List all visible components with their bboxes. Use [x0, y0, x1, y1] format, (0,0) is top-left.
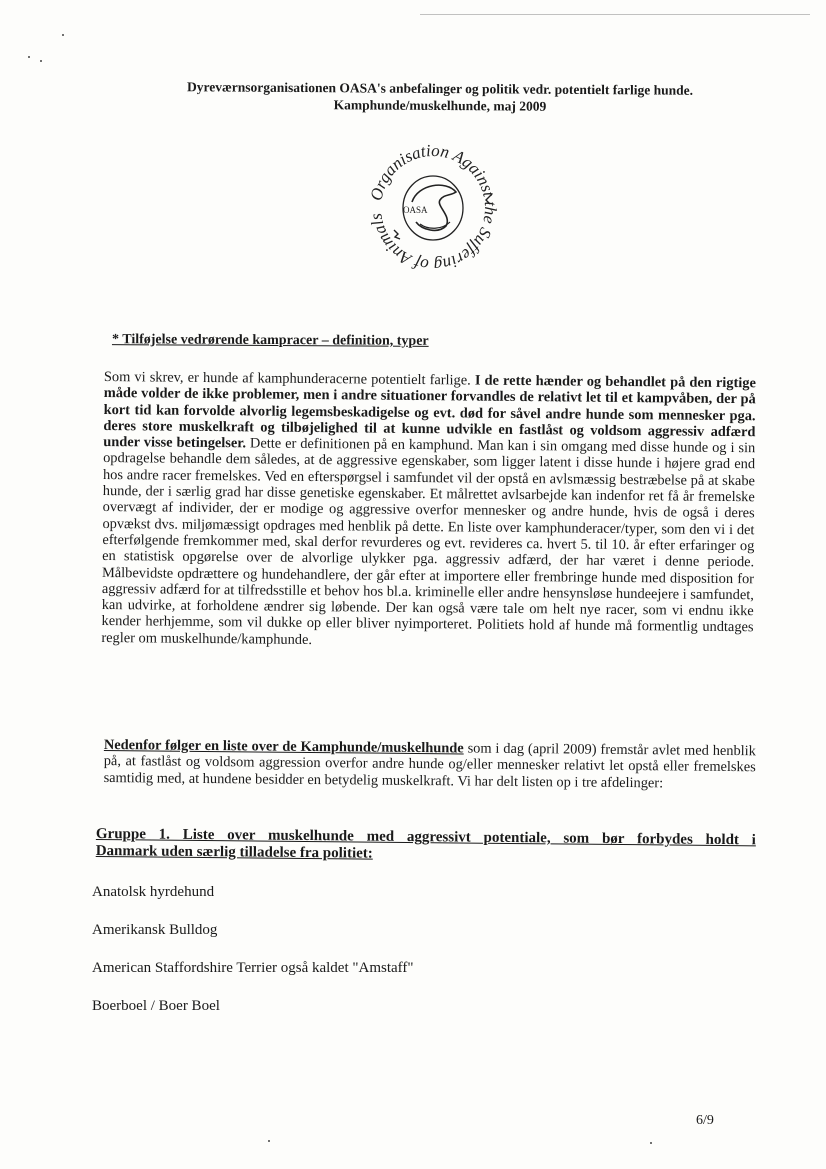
scan-dust — [62, 34, 64, 36]
scan-dust — [28, 56, 30, 58]
group-1-title — [96, 826, 756, 866]
breed-list-item: Boerboel / Boer Boel — [92, 998, 220, 1014]
breed-list-item: American Staffordshire Terrier også kaldet "Amstaff" — [92, 960, 414, 976]
scan-dust — [40, 60, 42, 62]
page-number: 6/9 — [696, 1113, 714, 1128]
oasa-logo — [354, 134, 512, 282]
scan-dust — [268, 1140, 270, 1142]
breed-list-item: Anatolsk hyrdehund — [92, 884, 215, 900]
scan-dust — [650, 1142, 652, 1144]
logo-ring-text: Organisation Against the Suffering of Animals — [366, 140, 501, 276]
breed-list-item: Amerikansk Bulldog — [92, 922, 218, 938]
logo-center-text: OASA — [403, 205, 428, 215]
section-title: * Tilføjelse vedrørende kampracer – definition, typer — [111, 332, 429, 349]
paragraph-lead-text: Nedenfor følger en liste over de Kamphunde/muskelhunde — [103, 737, 464, 757]
paragraph-text: som i dag (april 2009) fremstår avlet med henblik på, at fastlåst og voldsom aggression overfor andre hunde og/eller mennesker relativt let opstå eller fremelskes samtidig med, at hundene besidder en betydelig muskelkraft. Vi har delt listen op i tre afdelinger: — [103, 740, 756, 791]
paragraph-text: Som vi skrev, er hunde af kamphunderacerne potentielt farlige. — [103, 369, 475, 389]
group-1-title-line-1: Gruppe 1. Liste over muskelhunde med aggressivt potentiale, som bør forbydes holdt i — [95, 826, 756, 849]
header-line-1: Dyreværnsorganisationen OASA's anbefalinger og politik vedr. potentielt farlige hunde. — [186, 79, 694, 98]
header-line-2: Kamphunde/muskelhunde, maj 2009 — [333, 97, 547, 114]
paragraph-bold-text: I de rette hænder og behandlet på den rigtige måde volder de ikke problemer, men i andre situationer forvandles de relativt let til et kampvåben, der på kort tid kan forvolde alvorlig legemsbeskadigelse og evt. død for såvel andre hunde som mennesker pga. deres store muskelkraft og tilbøjelighed til at kunne udvikle en fastlåst og voldsom aggressiv adfærd under visse betingelser. — [103, 372, 756, 452]
paragraph-definition — [101, 369, 756, 652]
scan-artifact-line — [420, 14, 810, 15]
paragraph-list-intro — [104, 737, 756, 792]
group-1-title-line-2: Danmark uden særlig tilladelse fra politiet: — [95, 842, 373, 862]
document-header — [120, 78, 760, 116]
paragraph-text: Dette er definitionen på en kamphund. Man kan i sin omgang med disse hunde og i sin opdragelse behandle dem således, at de aggressive egenskaber, som ligger latent i disse hunde i højere grad end hos andre racer fremelskes. Ved en efterspørgsel i samfundet vil der opstå en avlsmæssig bestræbelse på at skabe hunde, der i særlig grad har disse genetiske egenskaber. Et målrettet avlsarbejde kan indenfor ret få år fremelske overvægt af individer, der er modige og aggressive overfor mennesker og andre hunde, hvis de også i deres opvækst dvs. miljømæssigt opdrages med henblik på dette. En liste over kamphunderacer/typer, som den vi i det efterfølgende fremkommer med, skal derfor revurderes og evt. revideres ca. hvert 5. til 10. år efter erfaringer og en statistisk opgørelse over de alvorlige ulykker pga. aggressiv adfærd, der har været i denne periode. Målbevidste opdrættere og hundehandlere, der går efter at importere eller frembringe hunde med disposition for aggressiv adfærd for at tilfredsstille et behov hos bl.a. kriminelle eller andre hensynsløse hundeejere i samfundet, kan udvirke, at forholdene ændrer sig løbende. Der kan også være tale om helt nye racer, som vi endnu ikke kender herhjemme, som vil dukke op eller bliver nyimporteret. Politiets hold af hunde må formentlig undtages regler om muskelhunde/kamphunde. — [101, 435, 756, 648]
